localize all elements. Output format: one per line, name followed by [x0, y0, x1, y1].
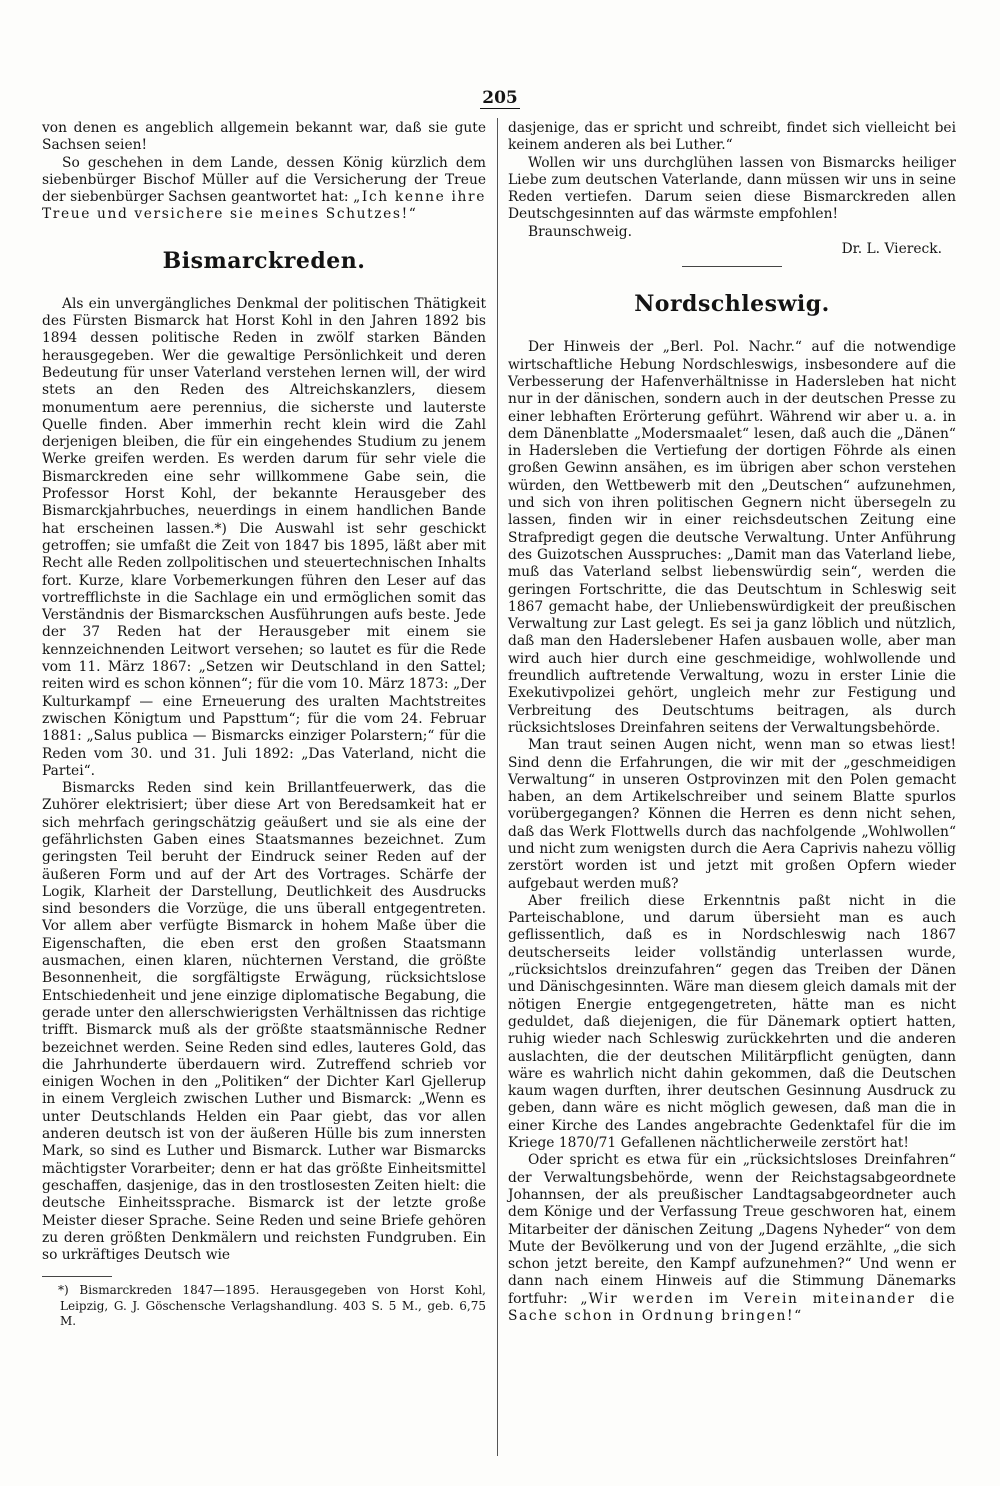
closing-quote: „Wir werden im Verein miteinander die Sache schon in Ordnung bringen!“: [508, 1290, 956, 1324]
place-line: Braunschweig.: [528, 223, 633, 240]
page-number: 205: [482, 88, 518, 108]
article-heading-nordschleswig: Nordschleswig.: [634, 291, 830, 318]
left-column: [42, 120, 486, 1330]
left-intro-quote: „Ich kenne ihre Treue und versichere sie meines Schutzes!“: [42, 189, 486, 223]
footnote: *) Bismarckreden 1847—1895. Herausgegeben von Horst Kohl, Leipzig, G. J. Göschensche Verlagshandlung. 403 S. 5 M., geb. 6,75 M.: [58, 1283, 486, 1329]
right-intro-paragraph-1: dasjenige, das er spricht und schreibt, findet sich vielleicht bei keinem anderen als bei Luther.“: [508, 120, 956, 154]
column-divider: [497, 118, 498, 1456]
article-separator: [682, 266, 782, 267]
right-intro-paragraph-2: Wollen wir uns durchglühen lassen von Bismarcks heiliger Liebe zum deutschen Vaterlande, dann müssen wir uns in seine Reden vertiefen. Darum seien diese Bismarckreden allen Deutschgesinnten auf das wärmste empfohlen!: [508, 154, 956, 223]
nordschleswig-paragraph-4-text: Oder spricht es etwa für ein „rücksichtsloses Dreinfahren“ der Verwaltungsbehörde, wenn der Reichstagsabgeordnete Johannsen, der als preußischer Landtagsabgeordneter auch dem Könige und der Verfassung Treue geschworen hat, einem Mitarbeiter der dänischen Zeitung „Dagens Nyheder“ von dem Mute der Bevölkerung und von der Jugend erzählte, „die sich schon jetzt bereite, den Kampf aufzunehmen?“ Und wenn er dann nach einem Hinweis auf die Stimmung Dänemarks fortfuhr:: [508, 1152, 956, 1307]
footnote-divider: [42, 1276, 112, 1277]
article-heading-bismarckreden: Bismarckreden.: [162, 247, 366, 274]
nordschleswig-paragraph-4: [508, 1152, 956, 1325]
author-signature: Dr. L. Viereck.: [841, 241, 942, 258]
nordschleswig-paragraph-3: Aber freilich diese Erkenntnis paßt nicht in die Parteischablone, und darum übersieht man es auch geflissentlich, daß es in Nordschleswig nach 1867 deutscherseits leider vollständig unterlassen wurde, „rücksichtslos dreinzufahren“ gegen das Treiben der Dänen und Dänischgesinnten. Wäre man diesem gleich damals mit der nötigen Energie entgegengetreten, hätte man es nicht geduldet, daß diejenigen, die für Dänemark optiert hatten, ruhig wieder nach Schleswig zurückkehrten und die anderen auslachten, die der deutschen Militärpflicht genügten, dann wäre es wahrlich nicht dahin gekommen, daß die Deutschen kaum wagen durften, ihrer deutschen Gesinnung Ausdruck zu geben, dann wäre es nicht möglich gewesen, daß man die in einer Kirche des Landes angebrachte Gedenktafel für die im Kriege 1870/71 Gefallenen nächtlicherweile zerstört hat!: [508, 892, 956, 1152]
nordschleswig-paragraph-2: Man traut seinen Augen nicht, wenn man so etwas liest! Sind denn die Erfahrungen, die wir mit der „geschmeidigen Verwaltung“ in unseren Ostprovinzen mit den Polen gemacht haben, an dem Artikelschreiber und seinem Blatte spurlos vorübergegangen? Können die Herren es denn nicht sehen, daß das Werk Flottwells durch das nachfolgende „Wohlwollen“ und nicht zum wenigsten durch die Aera Caprivis nahezu völlig zerstört worden ist und jetzt mit großen Opfern wieder aufgebaut werden muß?: [508, 737, 956, 892]
left-intro-paragraph-1: von denen es angeblich allgemein bekannt war, daß sie gute Sachsen seien!: [42, 120, 486, 154]
right-column: [508, 120, 956, 1325]
left-intro-paragraph-2: [42, 155, 486, 224]
nordschleswig-paragraph-1: Der Hinweis der „Berl. Pol. Nachr.“ auf die notwendige wirtschaftliche Hebung Nordschleswigs, insbesondere auf die Verbesserung der Hafenverhältnisse in Hadersleben hat nicht nur in der dänischen, sondern auch in der deutschen Presse zu einer lebhaften Erörterung geführt. Während wir aber u. a. in dem Dänenblatte „Modersmaalet“ lesen, daß auch die „Dänen“ in Hadersleben die Vertiefung der dortigen Föhrde als einen großen Gewinn ansähen, es im übrigen aber schon verstehen würden, den Wettbewerb mit den „Deutschen“ aufzunehmen, und sich von ihren politischen Gegnern nicht übersegeln zu lassen, finden wir in einer reichsdeutschen Zeitung eine Strafpredigt gegen die deutsche Verwaltung. Unter Anführung des Guizotschen Ausspruches: „Damit man das Vaterland liebe, muß das Vaterland selbst liebenswürdig sein“, werden die geringen Fortschritte, die das Deutschtum in Schleswig seit 1867 gemacht habe, der Unliebenswürdigkeit der preußischen Verwaltung zur Last gelegt. Es sei ja ganz löblich und nützlich, daß man den Haderslebener Hafen ausbauen wolle, aber man wird auch hier durch eine geschmeidige, wohlwollende und freundlich auftretende Verwaltung, wozu in erster Linie die Exekutivpolizei gehört, ungleich mehr zur Festigung und Verbreitung des Deutschtums beitragen, als durch rücksichtsloses Dreinfahren seitens der Verwaltungsbehörde.: [508, 339, 956, 736]
bismarck-paragraph-2: Bismarcks Reden sind kein Brillantfeuerwerk, das die Zuhörer elektrisiert; über diese Art von Beredsamkeit hat er sich mehrfach geringschätzig geäußert und sie als eine der gefährlichsten Gaben eines Staatsmannes bezeichnet. Zum geringsten Teil beruht der Eindruck seiner Reden auf der äußeren Form und auf der Art des Vortrages. Schärfe der Logik, Klarheit der Darstellung, Deutlichkeit des Ausdrucks sind besonders die Vorzüge, die uns überall entgegentreten. Vor allem aber verfügte Bismarck in hohem Maße über die Eigenschaften, die eben erst den großen Staatsmann ausmachen, einen klaren, nüchternen Verstand, die größte Besonnenheit, die sorgfältigste Erwägung, rücksichtslose Entschiedenheit und jene einzige diplomatische Begabung, die gerade unter den allerschwierigsten Verhältnissen das richtige trifft. Bismarck muß als der größte staatsmännische Redner bezeichnet werden. Seine Reden sind edles, lauteres Gold, das die Jahrhunderte überdauern wird. Zutreffend schrieb vor einigen Wochen in den „Politiken“ der Dichter Karl Gjellerup in einem Vergleich zwischen Luther und Bismarck: „Wenn es unter Deutschlands Helden ein Paar giebt, das vor allen anderen deutsch ist von der äußeren Hülle bis zum innersten Mark, so sind es Luther und Bismarck. Luther war Bismarcks mächtigster Vorarbeiter; denn er hat das größte Einheitsmittel geschaffen, dasjenige, das in den trostlosesten Zeiten hielt: die deutsche Einheitssprache. Bismarck ist der letzte große Meister dieser Sprache. Seine Reden und seine Briefe gehören zu deren größten Denkmälern und reichsten Fundgruben. Ein so urkräftiges Deutsch wie: [42, 780, 486, 1264]
left-intro-text: So geschehen in dem Lande, dessen König kürzlich dem siebenbürger Bischof Müller auf die Versicherung der Treue der siebenbürger Sachsen geantwortet hat:: [42, 154, 486, 206]
bismarck-paragraph-1: Als ein unvergängliches Denkmal der politischen Thätigkeit des Fürsten Bismarck hat Horst Kohl in den Jahren 1892 bis 1894 dessen politische Reden in zwölf starken Bänden herausgegeben. Wer die gewaltige Persönlichkeit und deren Bedeutung für unser Vaterland verstehen lernen will, der wird stets an den Reden des Altreichskanzlers, diesem monumentum aere perennius, die sicherste und lauterste Quelle finden. Aber immerhin recht klein wird die Zahl derjenigen bleiben, die für ein eingehendes Studium zu jenem Werke greifen werden. Es werden darum für sehr viele die Bismarckreden eine sehr willkommene Gabe sein, die Professor Horst Kohl, der bekannte Herausgeber des Bismarckjahrbuches, neuerdings in einem handlichen Bande hat erscheinen lassen.*) Die Auswahl ist sehr geschickt getroffen; sie umfaßt die Zeit von 1847 bis 1895, läßt aber mit Recht alle Reden zollpolitischen und steuertechnischen Inhalts fort. Kurze, klare Vorbemerkungen führen den Leser auf das vortrefflichste in die Sachlage ein und ermöglichen somit das Verständnis der Bismarckschen Ausführungen aufs beste. Jede der 37 Reden hat der Herausgeber mit einem sie kennzeichnenden Leitwort versehen; so lautet es für die Rede vom 11. März 1867: „Setzen wir Deutschland in den Sattel; reiten wird es schon können“; für die vom 10. März 1873: „Der Kulturkampf — eine Erneuerung des uralten Machtstreites zwischen Königtum und Papsttum“; für die vom 24. Februar 1881: „Salus publica — Bismarcks einziger Polarstern;“ für die Reden vom 30. und 31. Juli 1892: „Das Vaterland, nicht die Partei“.: [42, 295, 486, 779]
